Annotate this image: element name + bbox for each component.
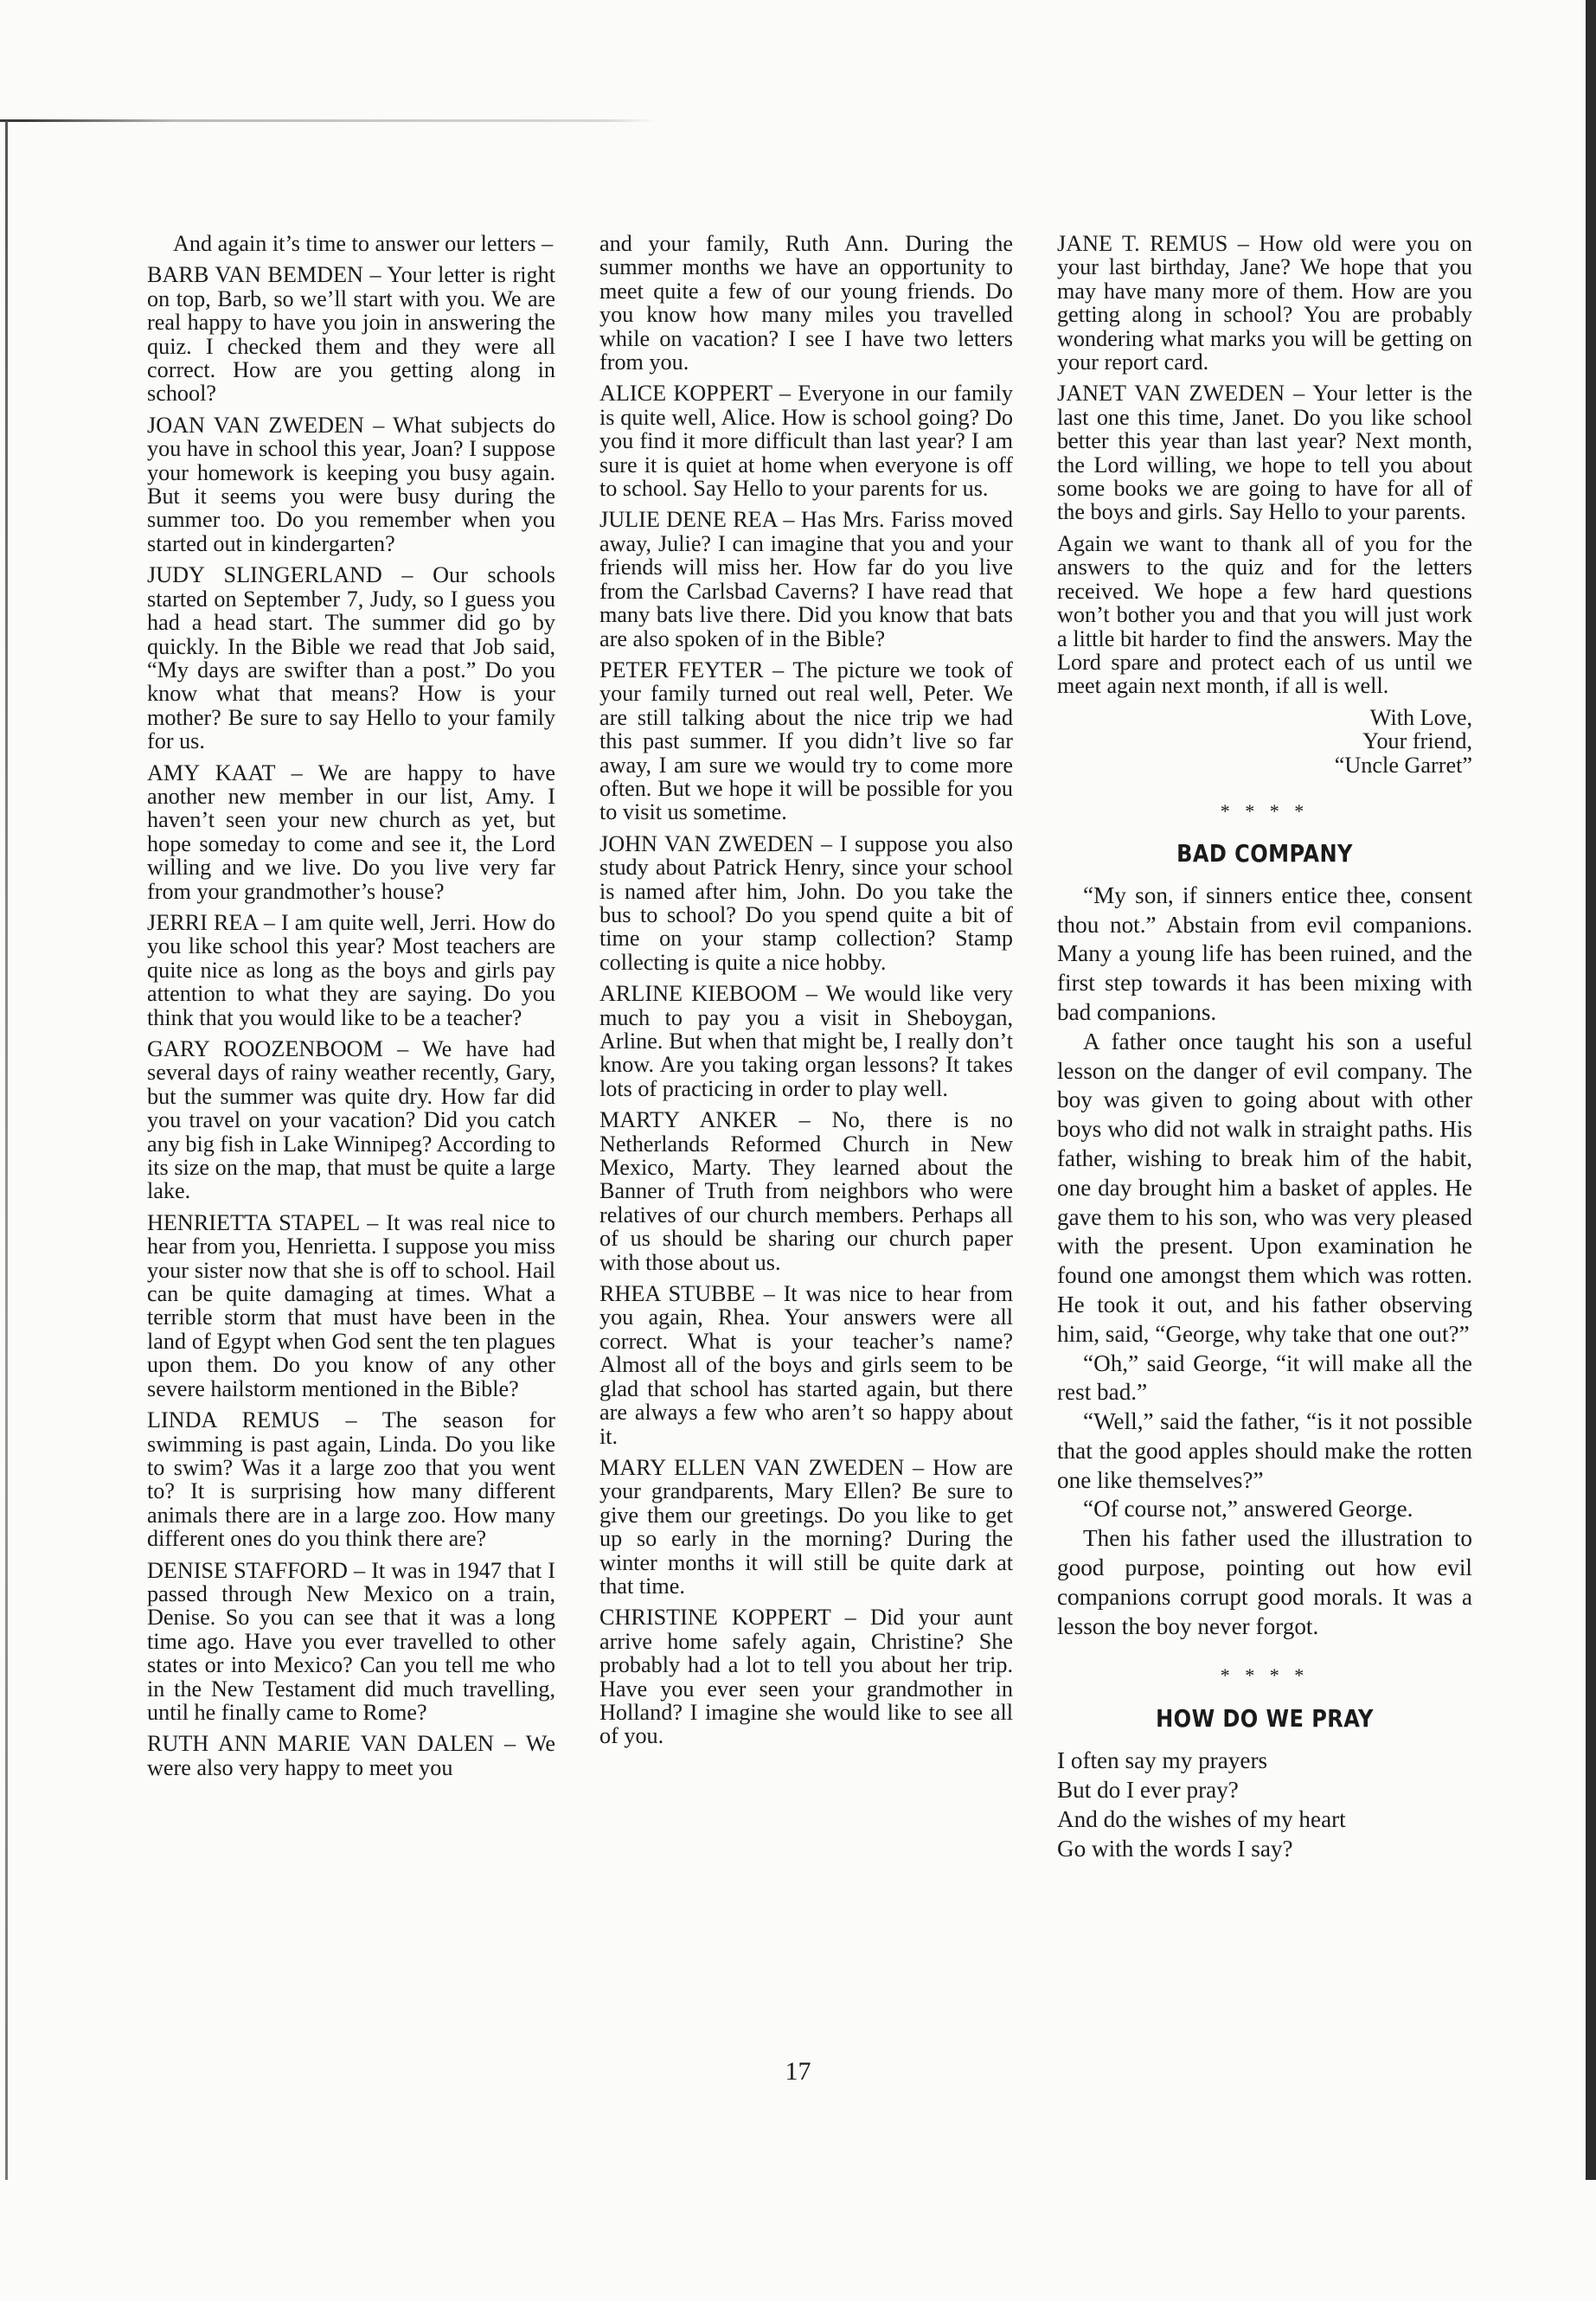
story-paragraph: “My son, if sinners entice thee, consent thou not.” Abstain from evil companions. Many a young life has been ruined, and the first step towards it has been mixing with bad companions. [1057,881,1472,1025]
poem-line: Go with the words I say? [1057,1836,1293,1862]
letter-reply: MARTY ANKER – No, there is no Netherlands Reformed Church in New Mexico, Marty. They learned about the Banner of Truth from neighbors who were relatives of our church members. Perhaps all of us should be sharing our church paper with those about us. [599,1107,1013,1275]
letter-reply: LINDA REMUS – The season for swimming is past again, Linda. Do you like to swim? Was it a large zoo that you went to? It is surprising how many different animals there are in a large zoo. How many different ones do you think there are? [147,1407,555,1552]
poem-line: I often say my prayers [1057,1747,1268,1774]
signoff-line: Your friend, [1362,728,1472,754]
story-paragraph: Then his father used the illustration to good purpose, pointing out how evil companions corrupt good morals. It was a lesson the boy never forgot. [1057,1525,1472,1639]
letter-reply: RUTH ANN MARIE VAN DALEN – We were also very happy to meet you [147,1731,555,1780]
column-3 [1057,232,1472,1863]
letter-reply: DENISE STAFFORD – It was in 1947 that I passed through New Mexico on a train, Denise. So you can see that it was a long time ago. Have you ever travelled to other states or into Mexico? Can you tell me who in the New Testament did much travelling, until he finally came to Rome? [147,1557,555,1725]
letter-reply: HENRIETTA STAPEL – It was real nice to hear from you, Henrietta. I suppose you miss your sister now that she is off to school. Hail can be quite damaging at times. What a terrible storm that must have been in the land of Egypt when God sent the ten plagues upon them. Do you know of any other severe hailstorm mentioned in the Bible? [147,1209,556,1401]
scan-edge-top [0,119,657,122]
story-paragraph: “Well,” said the father, “is it not possible that the good apples should make the rotten one like themselves?” [1057,1408,1472,1493]
section-divider: * * * * [1220,1664,1310,1687]
letter-reply: GARY ROOZENBOOM – We have had several days of rainy weather recently, Gary, but the summer was quite dry. How far did you travel on your vacation? Did you catch any big fish in Lake Winnipeg? According to its size on the map, that must be quite a large lake. [147,1036,555,1204]
letter-reply: ALICE KOPPERT – Everyone in our family is quite well, Alice. How is school going? Do you find it more difficult than last year? I am sure it is quiet at home when everyone is off to school. Say Hello to your parents for us. [599,381,1013,502]
letter-reply: AMY KAAT – We are happy to have another new member in our list, Amy. I haven’t seen your new church as yet, but hope someday to come and see it, the Lord willing and we live. Do you live very far from your grandmother’s house? [147,760,555,904]
scan-edge-left [5,121,8,2180]
letter-reply: JANE T. REMUS – How old were you on your last birthday, Jane? We hope that you may have many more of them. How are you getting along in school? You are probably wondering what marks you will be getting on your report card. [1057,231,1472,375]
page-number: 17 [785,2057,811,2086]
signoff-line: With Love, [1369,704,1472,730]
letter-reply: JULIE DENE REA – Has Mrs. Fariss moved away, Julie? I can imagine that you and your friends will miss her. How far do you live from the Carlsbad Caverns? I have read that many bats live there. Did you know that bats are also spoken of in the Bible? [599,507,1013,651]
letter-reply: CHRISTINE KOPPERT – Did your aunt arrive home safely again, Christine? She probably had a lot to tell you about her trip. Have you ever seen your grandmother in Holland? I imagine she would like to see all of you. [599,1605,1013,1749]
letter-reply: BARB VAN BEMDEN – Your letter is right on top, Barb, so we’ll start with you. We are real happy to have you join in answering the quiz. I checked them and they were all correct. How are you getting along in school? [147,262,555,407]
poem-line: And do the wishes of my heart [1057,1806,1346,1833]
bad-company-title: BAD COMPANY [1176,839,1353,868]
column-2 [599,232,1013,1756]
letter-reply: JOHN VAN ZWEDEN – I suppose you also study about Patrick Henry, since your school is named after him, John. Do you take the bus to school? Do you spend quite a bit of time on your stamp collection? Stamp collecting is quite a nice hobby. [599,830,1013,975]
poem-line: But do I ever pray? [1057,1777,1239,1804]
letter-reply: ARLINE KIEBOOM – We would like very much to pay you a visit in Sheboygan, Arline. But when that might be, I really don’t know. Are you taking organ lessons? It takes lots of practicing in order to play well. [599,981,1013,1101]
story-paragraph: “Oh,” said George, “it will make all the rest bad.” [1057,1349,1472,1406]
letter-reply: JOAN VAN ZWEDEN – What subjects do you have in school this year, Joan? I suppose your homework is keeping you busy again. But it seems you were busy during the summer too. Do you remember when you started out in kindergarten? [147,412,555,556]
letter-reply: JERRI REA – I am quite well, Jerri. How do you like school this year? Most teachers are quite nice as long as the boys and girls pay attention to what they are saying. Do you think that you would like to be a teacher? [147,909,555,1030]
scan-edge-right [1586,0,1596,2180]
letter-reply: PETER FEYTER – The picture we took of your family turned out real well, Peter. We are still talking about the nice trip we had this past summer. If you didn’t live so far away, I am sure we would try to come more often. But we hope it will be possible for you to visit us sometime. [599,657,1013,825]
column-1 [147,232,555,1787]
story-paragraph: “Of course not,” answered George. [1083,1496,1413,1522]
closing-paragraph: Again we want to thank all of you for the answers to the quiz and for the letters received. We hope a few hard questions won’t bother you and that you will just work a little bit harder to find the answers. May the Lord spare and protect each of us until we meet again next month, if all is well. [1057,530,1472,699]
letter-reply: MARY ELLEN VAN ZWEDEN – How are your grandparents, Mary Ellen? Be sure to give them our greetings. Do you like to get up so early in the morning? During the winter months it will still be quite dark at that time. [599,1454,1013,1599]
letter-reply: JUDY SLINGERLAND – Our schools started on September 7, Judy, so I guess you had a head start. The summer did go by quickly. In the Bible we read that Job said, “My days are swifter than a post.” Do you know what that means? How is your mother? Be sure to say Hello to your family for us. [147,562,555,754]
poem [1057,1746,1472,1863]
letter-reply: RHEA STUBBE – It was nice to hear from you again, Rhea. Your answers were all correct. What is your teacher’s name? Almost all of the boys and girls seem to be glad that school has started again, but there are always a few who aren’t so happy about it. [599,1281,1013,1449]
section-divider: * * * * [1220,799,1310,822]
letter-reply: and your family, Ruth Ann. During the summer months we have an opportunity to meet quite a few of our young friends. Do you know how many miles you travelled while on vacation? I see I have two letters from you. [599,231,1013,375]
story-paragraph: A father once taught his son a useful lesson on the danger of evil company. The boy was given to going about with other boys who did not walk in straight paths. His father, wishing to break him of the habit, one day brought him a basket of apples. He gave them to his son, who was very pleased with the present. Upon examination he found one amongst them which was rotten. He took it out, and his father observing him, said, “George, why take that one out?” [1057,1028,1472,1347]
how-do-we-pray-title: HOW DO WE PRAY [1156,1703,1374,1733]
letter-reply: JANET VAN ZWEDEN – Your letter is the last one this time, Janet. Do you like school better this year than last year? Next month, the Lord willing, we hope to tell you about some books we are going to have for all of the boys and girls. Say Hello to your parents. [1057,381,1472,525]
letters-intro: And again it’s time to answer our letters – [173,231,554,256]
bad-company-story [1057,881,1472,1642]
signoff-line: “Uncle Garret” [1334,752,1472,778]
